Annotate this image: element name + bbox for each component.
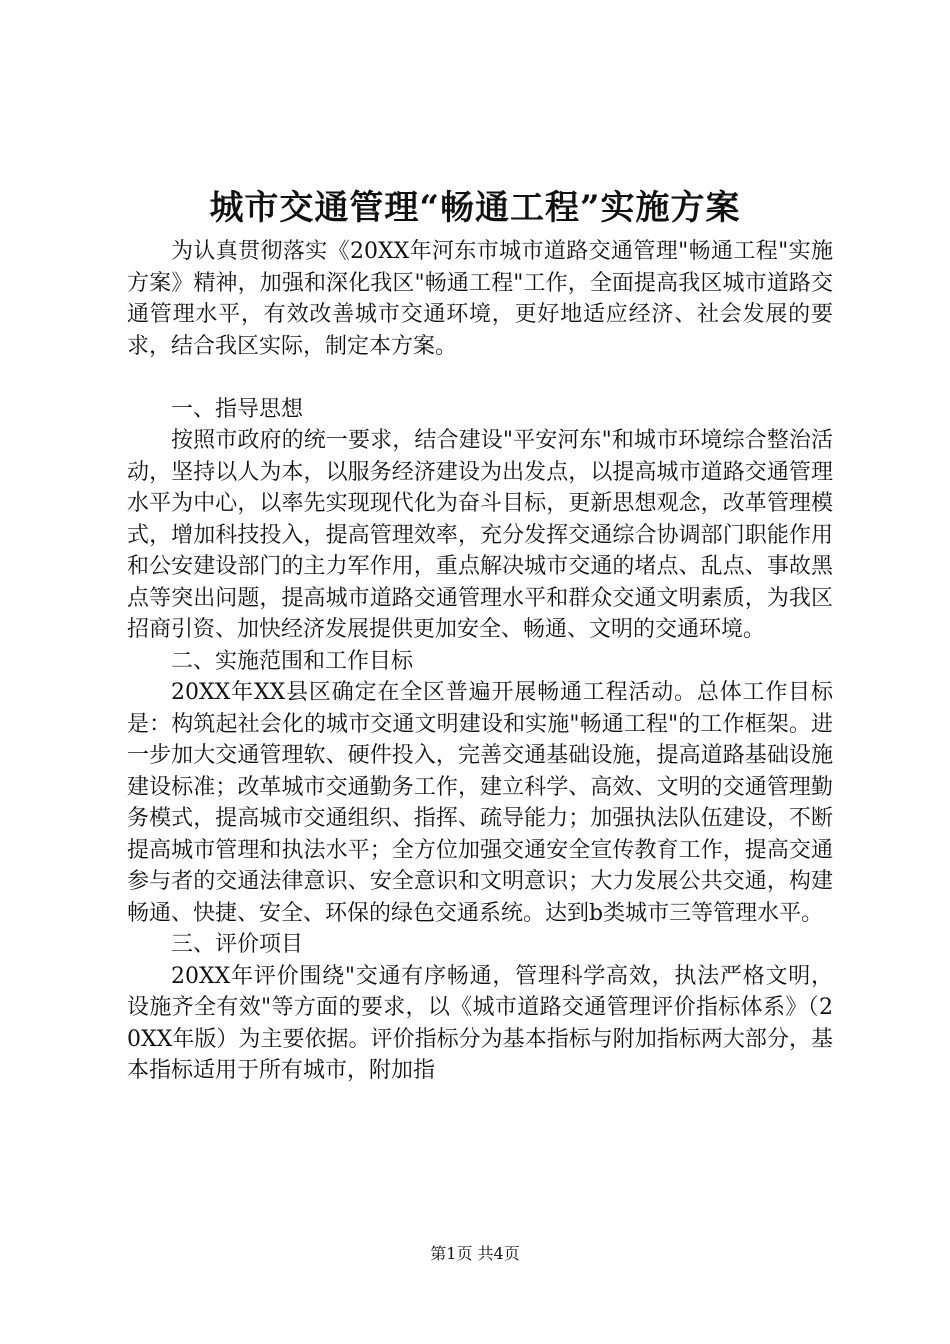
section-body-scope-goals: 20XX年XX县区确定在全区普遍开展畅通工程活动。总体工作目标是：构筑起社会化的城市交通文明建设和实施"畅通工程"的工作框架。进一步加大交通管理软、硬件投入，完善交通基础设施，提高道路基础设施建设标准；改革城市交通勤务工作，建立科学、高效、文明的交通管理勤务模式，提高城市交通组织、指挥、疏导能力；加强执法队伍建设，不断提高城市管理和执法水平；全方位加强交通安全宣传教育工作，提高交通参与者的交通法律意识、安全意识和文明意识；大力发展公共交通，构建畅通、快捷、安全、环保的绿色交通系统。达到b类城市三等管理水平。: [127, 680, 833, 926]
page-footer: 第1页 共4页: [430, 1244, 520, 1263]
section-body-guiding-principle: 按照市政府的统一要求，结合建设"平安河东"和城市环境综合整治活动，坚持以人为本，以服务经济建设为出发点，以提高城市道路交通管理水平为中心，以率先实现现代化为奋斗目标，更新思想观念，改革管理模式，增加科技投入，提高管理效率，充分发挥交通综合协调部门职能作用和公安建设部门的主力军作用，重点解决城市交通的堵点、乱点、事故黑点等突出问题，提高城市道路交通管理水平和群众交通文明素质，为我区招商引资、加快经济发展提供更加安全、畅通、文明的交通环境。: [127, 428, 833, 642]
section-heading-evaluation: 三、评价项目: [171, 932, 304, 957]
section-heading-guiding-principle: 一、指导思想: [171, 396, 304, 422]
section-body-evaluation: 20XX年评价围绕"交通有序畅通，管理科学高效，执法严格文明，设施齐全有效"等方面的要求，以《城市道路交通管理评价指标体系》（20XX年版）为主要依据。评价指标分为基本指标与附加指标两大部分，基本指标适用于所有城市，附加指: [127, 963, 833, 1083]
intro-paragraph: 为认真贯彻落实《20XX年河东市城市道路交通管理"畅通工程"实施方案》精神，加强和深化我区"畅通工程"工作，全面提高我区城市道路交通管理水平，有效改善城市交通环境，更好地适应经济、社会发展的要求，结合我区实际，制定本方案。: [127, 239, 833, 359]
section-heading-scope-goals: 二、实施范围和工作目标: [171, 648, 414, 674]
document-body: [127, 236, 833, 1087]
document-title: 城市交通管理“畅通工程”实施方案: [209, 188, 741, 228]
